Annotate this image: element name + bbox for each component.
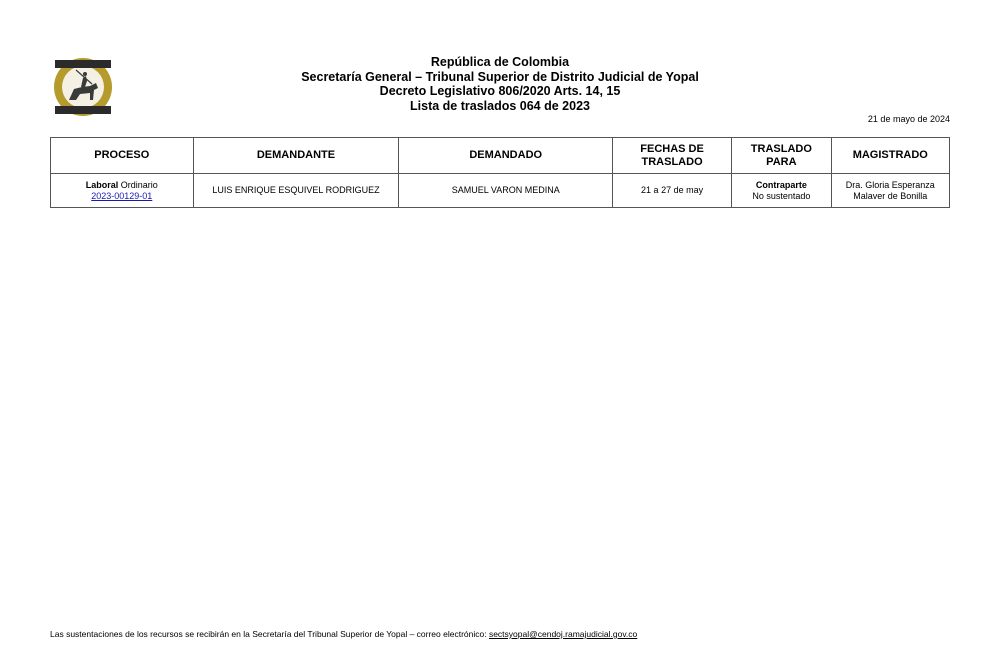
document-date: 21 de mayo de 2024 — [867, 114, 950, 124]
header-decree: Decreto Legislativo 806/2020 Arts. 14, 15 — [379, 84, 621, 98]
footer-text: Las sustentaciones de los recursos se recibirán en la Secretaría del Tribunal Superior de Yopal – correo electrónico: — [50, 629, 489, 639]
cell-fechas: 21 a 27 de may — [613, 174, 732, 208]
col-fechas — [613, 138, 732, 174]
footer-email-link[interactable]: sectsyopal@cendoj.ramajudicial.gov.co — [488, 629, 638, 639]
col-traslado-line1: TRASLADO — [750, 142, 812, 155]
cell-traslado — [732, 174, 831, 208]
col-proceso: PROCESO — [51, 138, 194, 174]
cell-magistrado — [831, 174, 949, 208]
magistrado-line1: Dra. Gloria Esperanza — [845, 179, 935, 190]
proceso-type-bold: Laboral — [85, 179, 119, 190]
col-magistrado: MAGISTRADO — [831, 138, 949, 174]
col-fechas-line2: TRASLADO — [641, 155, 703, 168]
col-traslado — [732, 138, 831, 174]
cell-demandado: SAMUEL VARON MEDINA — [399, 174, 613, 208]
magistrado-line2: Malaver de Bonilla — [853, 190, 928, 201]
proceso-type-rest: Ordinario — [118, 179, 158, 190]
col-traslado-line2: PARA — [766, 155, 797, 168]
header-list-title: Lista de traslados 064 de 2023 — [410, 98, 590, 113]
cell-proceso — [51, 174, 194, 208]
cell-demandante: LUIS ENRIQUE ESQUIVEL RODRIGUEZ — [193, 174, 399, 208]
col-demandante: DEMANDANTE — [193, 138, 399, 174]
footer-note — [50, 629, 637, 639]
header-country: República de Colombia — [430, 55, 570, 69]
proceso-number-link[interactable]: 2023-00129-01 — [91, 190, 153, 201]
traslados-table — [50, 137, 950, 208]
traslado-party: Contraparte — [755, 179, 807, 190]
col-demandado: DEMANDADO — [399, 138, 613, 174]
table-row — [51, 174, 950, 208]
col-fechas-line1: FECHAS DE — [640, 142, 704, 155]
table-header-row — [51, 138, 950, 174]
traslado-note: No sustentado — [752, 190, 811, 201]
document-header — [0, 55, 1000, 113]
header-office: Secretaría General – Tribunal Superior de Distrito Judicial de Yopal — [301, 69, 699, 84]
